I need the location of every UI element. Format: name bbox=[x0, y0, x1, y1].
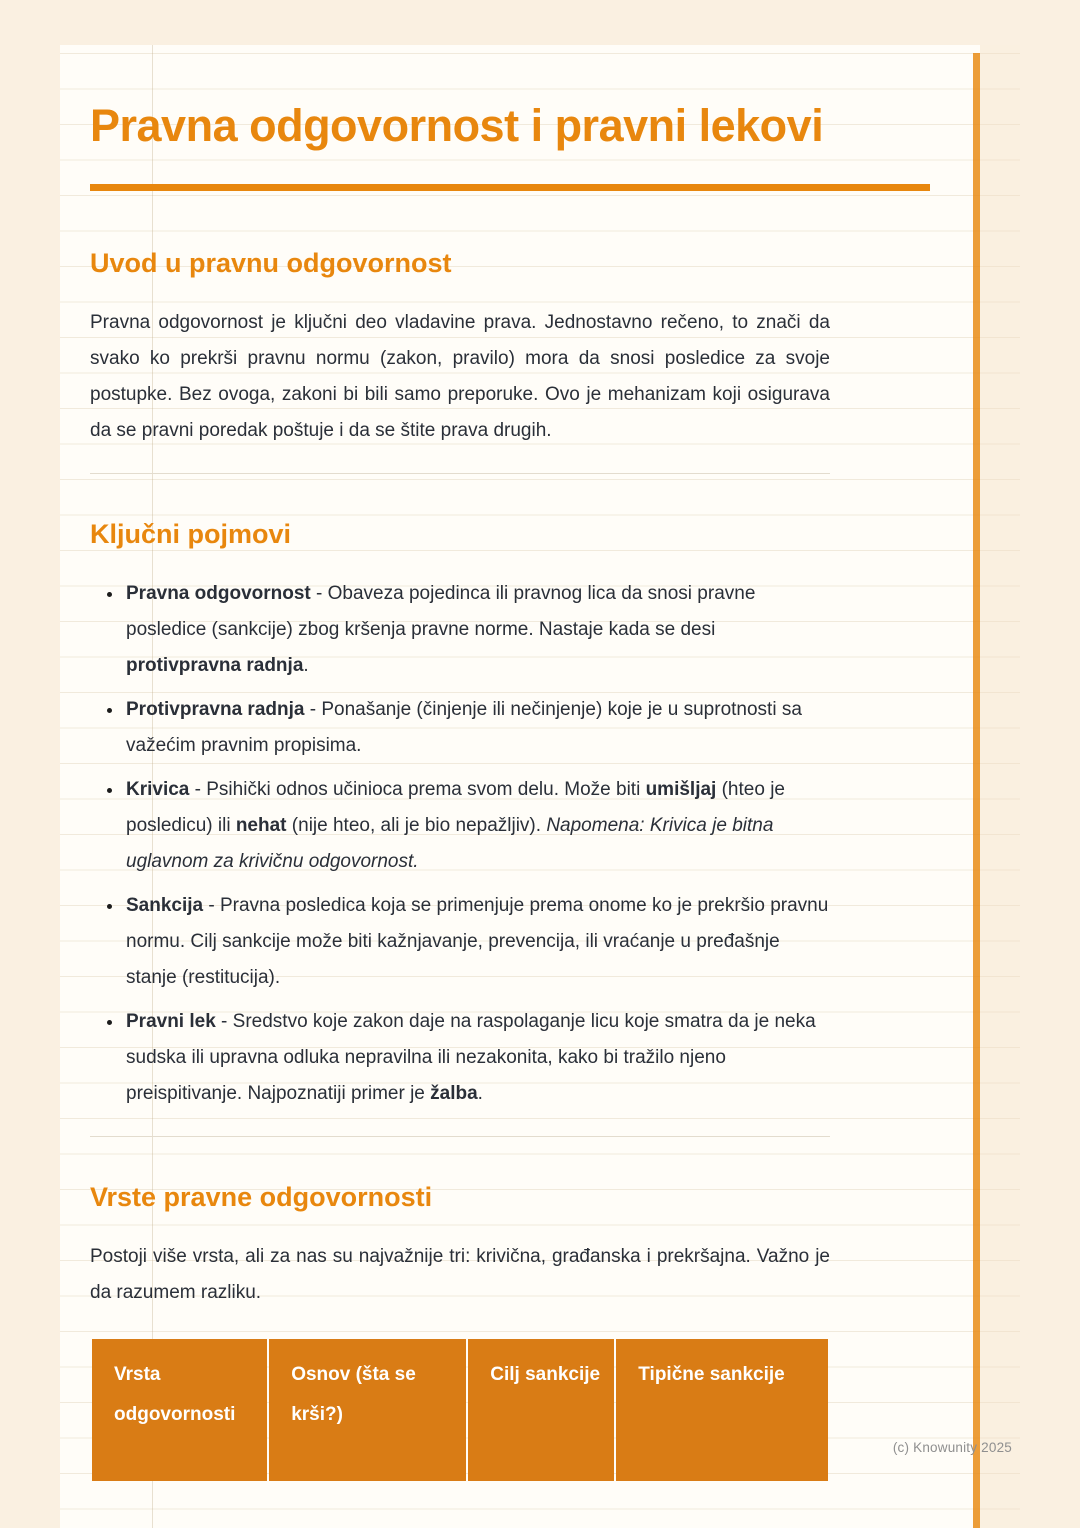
key-term-text: Krivica bbox=[126, 779, 190, 800]
key-term-text: Napomena: Krivica je bitna uglavnom za krivičnu odgovornost. bbox=[126, 815, 774, 872]
table-header-cell: Osnov (šta se krši?) bbox=[269, 1339, 466, 1481]
section-heading-intro: Uvod u pravnu odgovornost bbox=[90, 248, 452, 278]
section-heading-key-terms: Ključni pojmovi bbox=[90, 519, 292, 549]
section-divider bbox=[90, 473, 830, 474]
table-header-row bbox=[92, 1339, 828, 1481]
responsibility-types-table bbox=[90, 1339, 830, 1481]
key-terms-list bbox=[90, 576, 835, 1112]
key-term-text: Pravni lek bbox=[126, 1011, 216, 1032]
key-term-text: protivpravna radnja bbox=[126, 655, 304, 676]
table-header-cell: Cilj sankcije bbox=[468, 1339, 614, 1481]
key-term-item bbox=[124, 772, 835, 880]
key-term-text: (nije hteo, ali je bio nepažljiv). bbox=[286, 815, 547, 836]
right-margin-area bbox=[980, 45, 1020, 1528]
key-term-text: žalba bbox=[430, 1083, 478, 1104]
title-underline-rule bbox=[90, 184, 930, 191]
key-term-text: - Obaveza pojedinca ili pravnog lica da snosi pravne posledice (sankcije) zbog kršenja pravne norme. Nastaje kada se desi bbox=[126, 583, 756, 640]
key-term-text: Sankcija bbox=[126, 895, 204, 916]
key-term-text: nehat bbox=[235, 815, 287, 836]
page-title: Pravna odgovornost i pravni lekovi bbox=[90, 100, 824, 151]
key-term-text: (hteo je posledicu) ili bbox=[126, 779, 785, 836]
document-content bbox=[60, 45, 965, 1481]
key-term-text: umišljaj bbox=[645, 779, 717, 800]
key-term-text: Pravna odgovornost bbox=[126, 583, 311, 604]
key-term-text: - Ponašanje (činjenje ili nečinjenje) koje je u suprotnosti sa važećim pravnim propisima. bbox=[126, 699, 802, 756]
key-term-text: . bbox=[303, 655, 309, 676]
key-term-text: . bbox=[477, 1083, 483, 1104]
table-header-cell: Vrsta odgovornosti bbox=[92, 1339, 267, 1481]
key-term-item bbox=[124, 1004, 835, 1112]
document-page bbox=[60, 45, 1020, 1528]
key-term-text: Protivpravna radnja bbox=[126, 699, 305, 720]
key-term-text: - Psihički odnos učinioca prema svom delu. Može biti bbox=[189, 779, 646, 800]
table-header-cell: Tipične sankcije bbox=[616, 1339, 828, 1481]
key-term-item bbox=[124, 576, 835, 684]
types-paragraph: Postoji više vrsta, ali za nas su najvažnije tri: krivična, građanska i prekršajna. Važno je da razumem razliku. bbox=[90, 1246, 830, 1303]
key-term-item bbox=[124, 692, 835, 764]
section-heading-types: Vrste pravne odgovornosti bbox=[90, 1182, 433, 1212]
intro-paragraph: Pravna odgovornost je ključni deo vladavine prava. Jednostavno rečeno, to znači da svako ko prekrši pravnu normu (zakon, pravilo) mora da snosi posledice za svoje postupke. Bez ovoga, zakoni bi bili samo preporuke. Ovo je mehanizam koji osigurava da se pravni poredak poštuje i da se štite prava drugih. bbox=[90, 312, 830, 441]
key-term-text: - Sredstvo koje zakon daje na raspolaganje licu koje smatra da je neka sudska ili upravna odluka nepravilna ili nezakonita, kako bi tražilo njeno preispitivanje. Najpoznatiji primer je bbox=[126, 1011, 816, 1104]
section-divider bbox=[90, 1136, 830, 1137]
footer-credit: (c) Knowunity 2025 bbox=[892, 1440, 1012, 1455]
right-accent-stripe bbox=[973, 53, 980, 1528]
key-term-text: - Pravna posledica koja se primenjuje prema onome ko je prekršio pravnu normu. Cilj sankcije može biti kažnjavanje, prevencija, ili vraćanje u pređašnje stanje (restitucija). bbox=[126, 895, 829, 988]
key-term-item bbox=[124, 888, 835, 996]
